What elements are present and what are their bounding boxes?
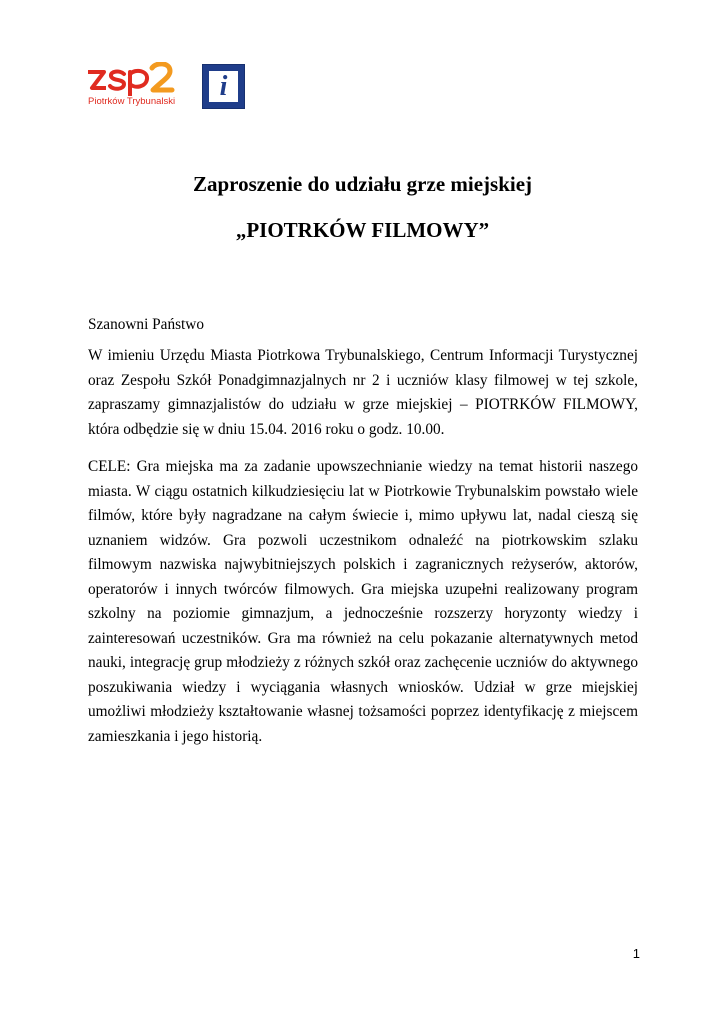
goals-paragraph: CELE: Gra miejska ma za zadanie upowszechnianie wiedzy na temat historii naszego miasta. W ciągu ostatnich kilkudziesięciu lat w Piotrkowie Trybunalskim powstało wiele filmów, które były nagradzane na całym świecie i, mimo upływu lat, nadal cieszą się uznaniem widzów. Gra pozwoli uczestnikom odnaleźć na piotrkowskim szlaku filmowym nazwiska najwybitniejszych polskich i zagranicznych reżyserów, aktorów, operatorów i innych twórców filmowych. Gra miejska uzupełni realizowany program szkolny na poziomie gimnazjum, a jednocześnie rozszerzy horyzonty wiedzy i zainteresowań uczestników. Gra ma również na celu pokazanie alternatywnych metod nauki, integrację grup młodzieży z różnych szkół oraz zachęcenie uczniów do aktywnego poszukiwania wiedzy i wyciągania własnych wniosków. Udział w grze miejskiej umożliwi młodzieży kształtowanie własnej tożsamości poprzez identyfikację z miejscem zamieszkania i jego historią. [88,458,638,745]
information-icon [209,71,238,102]
document-title: Zaproszenie do udziału grze miejskiej [192,172,533,196]
zsp2-logo [86,62,176,108]
tourist-information-logo [202,64,245,109]
page-number: 1 [632,946,640,961]
greeting: Szanowni Państwo [88,316,204,333]
game-name-title: „PIOTRKÓW FILMOWY” [235,218,490,242]
information-letter: i [219,71,228,102]
zsp2-logo-mark [86,62,176,96]
zsp2-logo-caption: Piotrków Trybunalski [88,96,176,107]
invitation-paragraph: W imieniu Urzędu Miasta Piotrkowa Trybunalskiego, Centrum Informacji Turystycznej oraz Zespołu Szkół Ponadgimnazjalnych nr 2 i uczniów klasy filmowej w tej szkole, zapraszamy gimnazjalistów do udziału w grze miejskiej – PIOTRKÓW FILMOWY, która odbędzie się w dniu 15.04. 2016 roku o godz. 10.00. [88,347,638,438]
